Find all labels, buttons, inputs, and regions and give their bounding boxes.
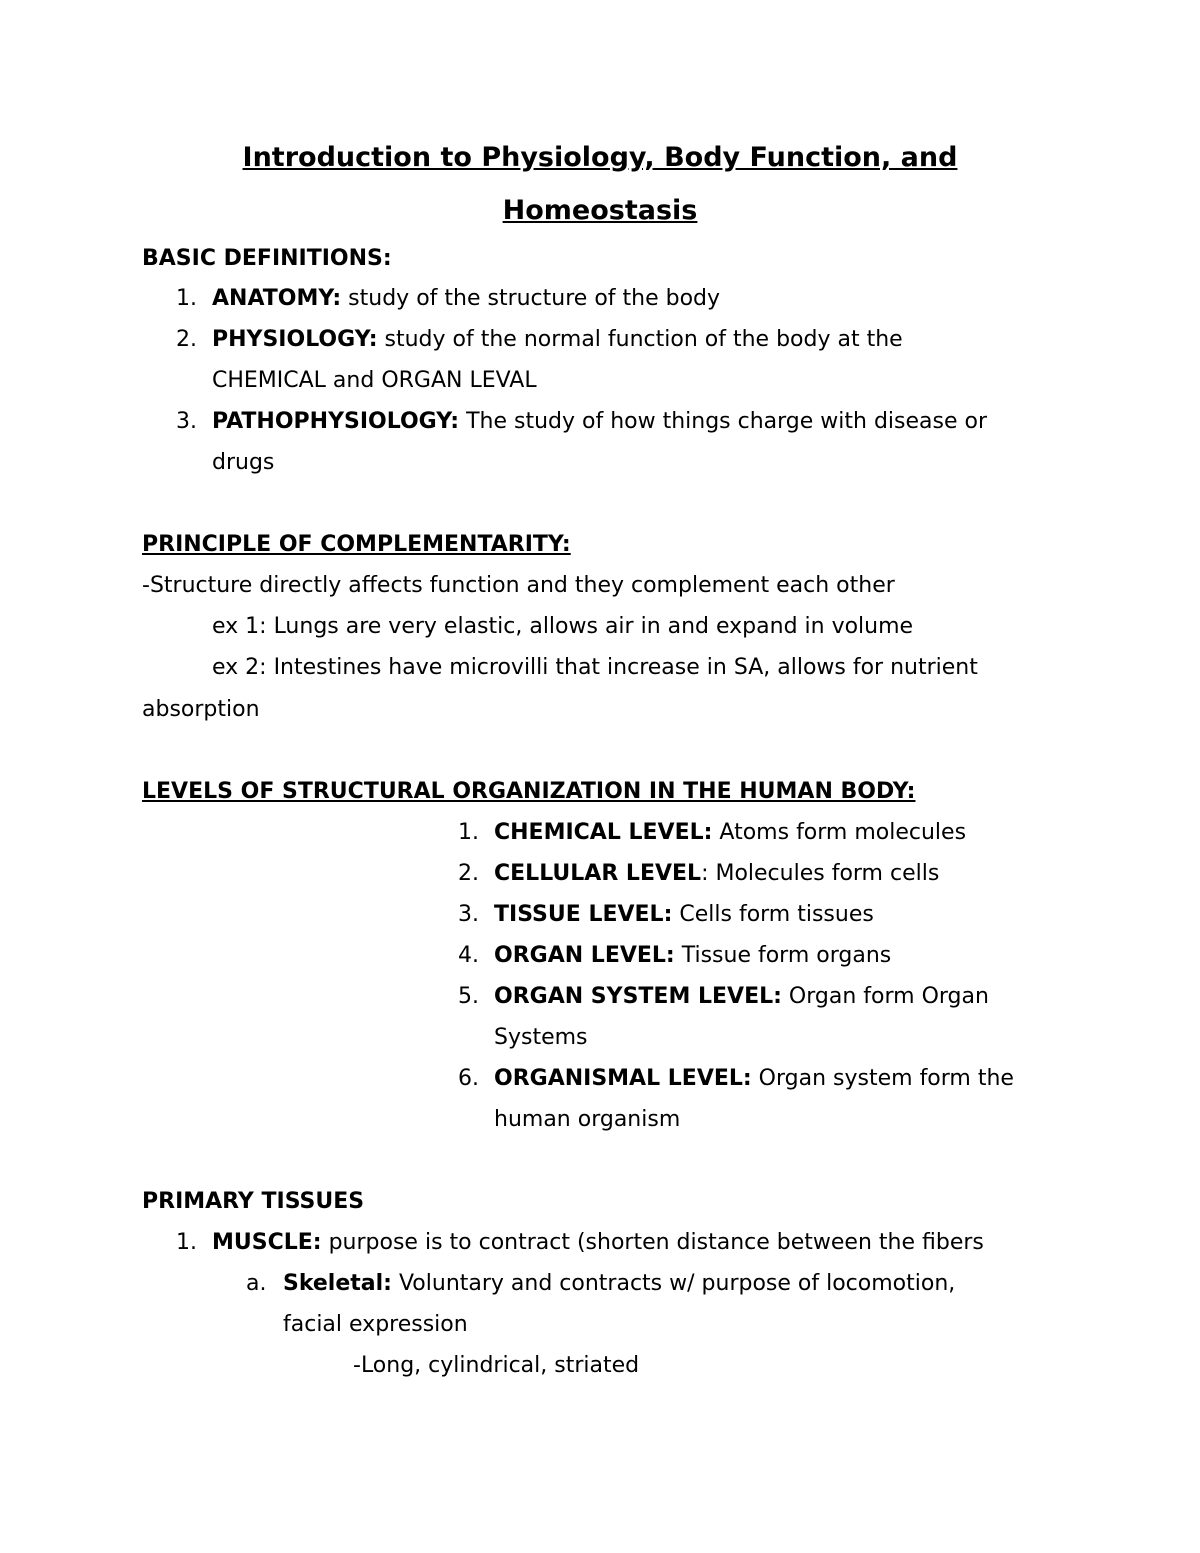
definition-pathophysiology <box>212 409 987 435</box>
list-number: 5. <box>458 984 479 1009</box>
level-continuation: human organism <box>494 1107 681 1132</box>
level-continuation: Systems <box>494 1025 588 1050</box>
level-term: TISSUE LEVEL: <box>494 902 673 927</box>
list-number: 3. <box>176 409 197 434</box>
level-term: CELLULAR LEVEL <box>494 861 702 886</box>
definition-term: ANATOMY: <box>212 286 342 311</box>
sub-list-letter: a. <box>246 1271 267 1296</box>
level-text: Cells form tissues <box>672 902 874 927</box>
basic-definitions-heading: BASIC DEFINITIONS: <box>142 246 392 271</box>
level-term: CHEMICAL LEVEL: <box>494 820 713 845</box>
definition-anatomy <box>212 286 720 312</box>
level-cellular <box>494 861 939 887</box>
level-text: Atoms form molecules <box>712 820 967 845</box>
document-title-line-1: Introduction to Physiology, Body Function, and <box>242 142 958 173</box>
list-number: 2. <box>458 861 479 886</box>
complementarity-heading: PRINCIPLE OF COMPLEMENTARITY: <box>142 532 571 557</box>
definition-term: PATHOPHYSIOLOGY: <box>212 409 460 434</box>
tissue-term: Skeletal: <box>283 1271 392 1296</box>
primary-tissues-heading: PRIMARY TISSUES <box>142 1189 365 1214</box>
level-text: Organ form Organ <box>781 984 989 1009</box>
complementarity-example-2: ex 2: Intestines have microvilli that increase in SA, allows for nutrient <box>212 655 978 680</box>
document-title-line-2: Homeostasis <box>502 195 698 226</box>
level-chemical <box>494 820 966 846</box>
list-number: 1. <box>176 286 197 311</box>
complementarity-statement: -Structure directly affects function and they complement each other <box>142 573 895 598</box>
tissue-skeletal-continuation: facial expression <box>283 1312 468 1337</box>
definition-text: study of the structure of the body <box>341 286 721 311</box>
level-organ-system <box>494 984 989 1010</box>
level-term: ORGAN SYSTEM LEVEL: <box>494 984 782 1009</box>
level-text: Organ system form the <box>751 1066 1014 1091</box>
definition-text: The study of how things charge with disease or <box>459 409 988 434</box>
complementarity-example-2-continuation: absorption <box>142 697 260 722</box>
definition-term: PHYSIOLOGY: <box>212 327 378 352</box>
level-text: Tissue form organs <box>674 943 892 968</box>
level-organ <box>494 943 891 969</box>
definition-text: study of the normal function of the body at the <box>377 327 903 352</box>
list-number: 3. <box>458 902 479 927</box>
list-number: 4. <box>458 943 479 968</box>
level-tissue <box>494 902 874 928</box>
level-text: : Molecules form cells <box>701 861 940 886</box>
levels-heading: LEVELS OF STRUCTURAL ORGANIZATION IN THE HUMAN BODY: <box>142 779 916 804</box>
list-number: 1. <box>176 1230 197 1255</box>
complementarity-example-1: ex 1: Lungs are very elastic, allows air in and expand in volume <box>212 614 914 639</box>
level-term: ORGAN LEVEL: <box>494 943 675 968</box>
tissue-text: Voluntary and contracts w/ purpose of locomotion, <box>391 1271 956 1296</box>
level-organismal <box>494 1066 1014 1092</box>
definition-continuation: drugs <box>212 450 275 475</box>
list-number: 1. <box>458 820 479 845</box>
tissue-text: purpose is to contract (shorten distance between the fibers <box>321 1230 984 1255</box>
list-number: 6. <box>458 1066 479 1091</box>
tissue-muscle <box>212 1230 984 1256</box>
list-number: 2. <box>176 327 197 352</box>
definition-physiology <box>212 327 903 353</box>
definition-continuation: CHEMICAL and ORGAN LEVAL <box>212 368 537 393</box>
tissue-term: MUSCLE: <box>212 1230 322 1255</box>
level-term: ORGANISMAL LEVEL: <box>494 1066 752 1091</box>
tissue-skeletal-detail: -Long, cylindrical, striated <box>353 1353 640 1378</box>
tissue-skeletal <box>283 1271 955 1297</box>
